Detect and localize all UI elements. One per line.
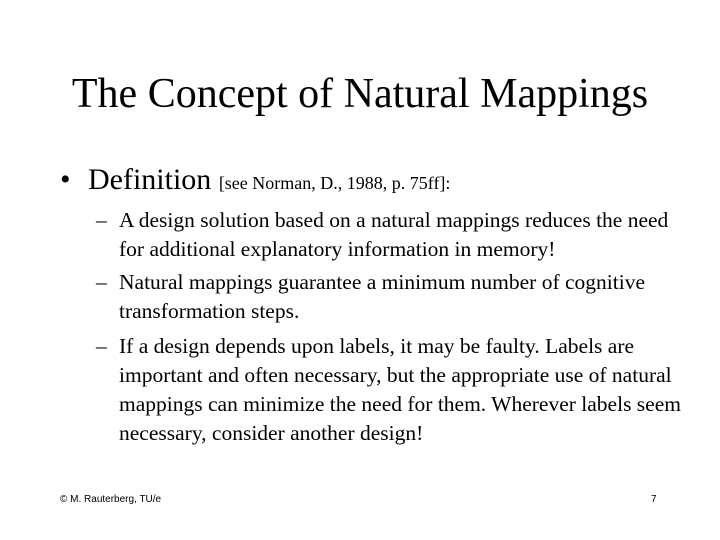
definition-bullet [60, 160, 700, 203]
sub-item-text: Natural mappings guarantee a minimum number of cognitive transformation steps. [119, 270, 646, 323]
footer-page-number: 7 [651, 494, 657, 505]
bullet-marker: • [60, 163, 71, 196]
sub-item-text: A design solution based on a natural mappings reduces the need for additional explanatory information in memory! [119, 208, 669, 261]
sub-item [96, 268, 696, 326]
definition-label: Definition [88, 163, 212, 196]
definition-reference: [see Norman, D., 1988, p. 75ff]: [218, 173, 451, 193]
slide-title: The Concept of Natural Mappings [71, 71, 649, 117]
sub-item-marker: – [96, 208, 107, 232]
sub-item-marker: – [96, 270, 107, 294]
sub-item-marker: – [96, 334, 107, 358]
sub-item-text: If a design depends upon labels, it may be faulty. Labels are important and often necessary, but the appropriate use of natural mappings can minimize the need for them. Wherever labels seem necessary, consider another design! [119, 334, 681, 445]
sub-item [96, 332, 696, 448]
sub-item [96, 206, 696, 264]
footer-copyright: © M. Rauterberg, TU/e [60, 494, 162, 505]
